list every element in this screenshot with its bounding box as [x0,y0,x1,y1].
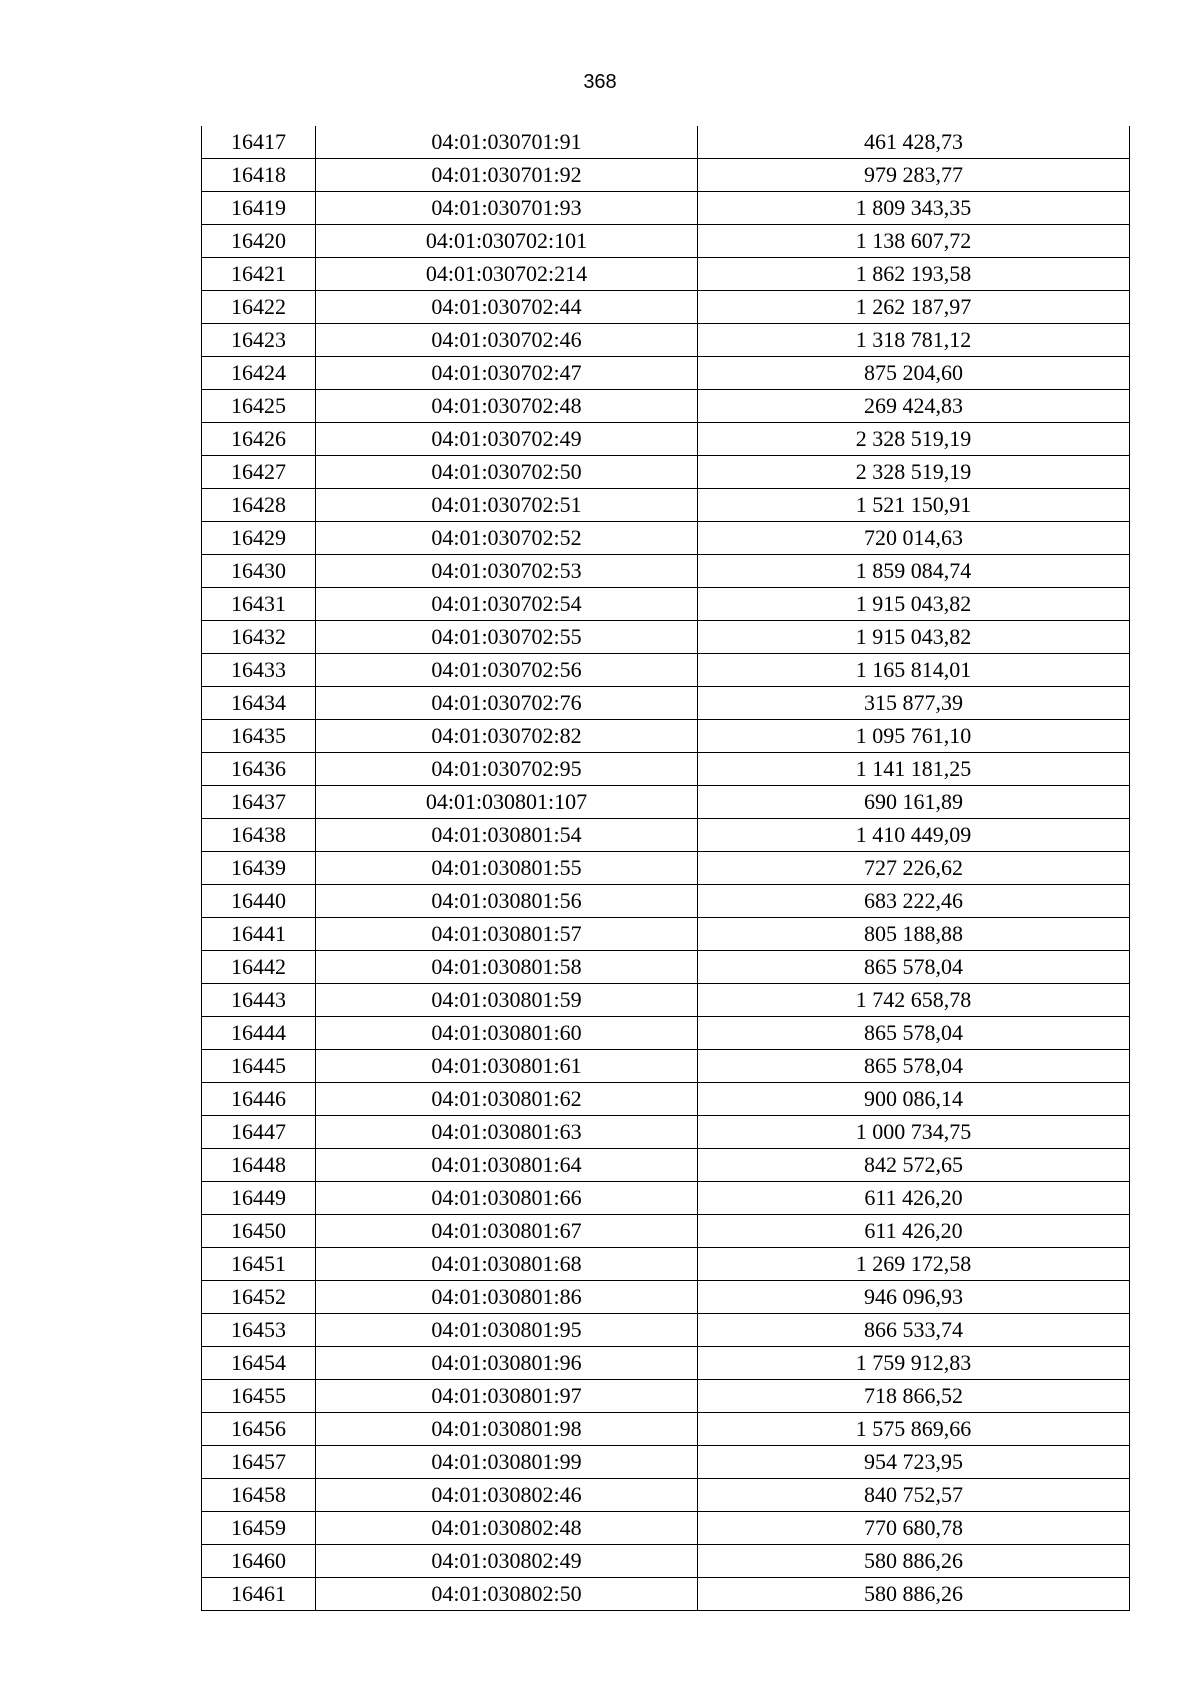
value-cell: 865 578,04 [698,951,1130,984]
cadastral-number-cell: 04:01:030801:61 [316,1050,698,1083]
row-number-cell: 16426 [202,423,316,456]
value-cell: 727 226,62 [698,852,1130,885]
table-row [202,753,1130,786]
value-cell: 1 521 150,91 [698,489,1130,522]
cadastral-number-cell: 04:01:030801:99 [316,1446,698,1479]
row-number-cell: 16451 [202,1248,316,1281]
row-number-cell: 16423 [202,324,316,357]
table-row [202,1116,1130,1149]
row-number-cell: 16457 [202,1446,316,1479]
value-cell: 718 866,52 [698,1380,1130,1413]
cadastral-number-cell: 04:01:030801:97 [316,1380,698,1413]
table-row [202,1050,1130,1083]
row-number-cell: 16453 [202,1314,316,1347]
cadastral-number-cell: 04:01:030702:101 [316,225,698,258]
row-number-cell: 16428 [202,489,316,522]
value-cell: 1 269 172,58 [698,1248,1130,1281]
registry-table-body [202,126,1130,1611]
value-cell: 1 915 043,82 [698,621,1130,654]
table-row [202,423,1130,456]
value-cell: 946 096,93 [698,1281,1130,1314]
row-number-cell: 16455 [202,1380,316,1413]
row-number-cell: 16441 [202,918,316,951]
cadastral-number-cell: 04:01:030801:66 [316,1182,698,1215]
table-row [202,1017,1130,1050]
cadastral-number-cell: 04:01:030801:68 [316,1248,698,1281]
table-row [202,819,1130,852]
row-number-cell: 16418 [202,159,316,192]
row-number-cell: 16456 [202,1413,316,1446]
cadastral-number-cell: 04:01:030801:86 [316,1281,698,1314]
table-row [202,126,1130,159]
cadastral-number-cell: 04:01:030801:98 [316,1413,698,1446]
cadastral-number-cell: 04:01:030702:53 [316,555,698,588]
row-number-cell: 16450 [202,1215,316,1248]
value-cell: 1 915 043,82 [698,588,1130,621]
table-row [202,918,1130,951]
row-number-cell: 16429 [202,522,316,555]
table-row [202,1083,1130,1116]
value-cell: 1 742 658,78 [698,984,1130,1017]
cadastral-number-cell: 04:01:030801:58 [316,951,698,984]
table-row [202,1347,1130,1380]
table-row [202,654,1130,687]
cadastral-number-cell: 04:01:030701:93 [316,192,698,225]
row-number-cell: 16449 [202,1182,316,1215]
value-cell: 1 410 449,09 [698,819,1130,852]
table-row [202,1380,1130,1413]
table-row [202,984,1130,1017]
cadastral-number-cell: 04:01:030702:48 [316,390,698,423]
cadastral-number-cell: 04:01:030801:57 [316,918,698,951]
value-cell: 1 575 869,66 [698,1413,1130,1446]
table-row [202,357,1130,390]
row-number-cell: 16417 [202,126,316,159]
row-number-cell: 16438 [202,819,316,852]
row-number-cell: 16445 [202,1050,316,1083]
table-row [202,687,1130,720]
cadastral-number-cell: 04:01:030702:50 [316,456,698,489]
value-cell: 690 161,89 [698,786,1130,819]
value-cell: 611 426,20 [698,1215,1130,1248]
table-row [202,852,1130,885]
row-number-cell: 16419 [202,192,316,225]
table-row [202,159,1130,192]
cadastral-number-cell: 04:01:030702:54 [316,588,698,621]
row-number-cell: 16442 [202,951,316,984]
cadastral-number-cell: 04:01:030801:60 [316,1017,698,1050]
value-cell: 840 752,57 [698,1479,1130,1512]
table-row [202,1248,1130,1281]
value-cell: 315 877,39 [698,687,1130,720]
row-number-cell: 16447 [202,1116,316,1149]
cadastral-number-cell: 04:01:030702:95 [316,753,698,786]
value-cell: 611 426,20 [698,1182,1130,1215]
row-number-cell: 16427 [202,456,316,489]
table-row [202,522,1130,555]
row-number-cell: 16446 [202,1083,316,1116]
row-number-cell: 16437 [202,786,316,819]
row-number-cell: 16443 [202,984,316,1017]
value-cell: 875 204,60 [698,357,1130,390]
value-cell: 1 141 181,25 [698,753,1130,786]
row-number-cell: 16422 [202,291,316,324]
table-row [202,1578,1130,1611]
cadastral-number-cell: 04:01:030801:59 [316,984,698,1017]
table-row [202,1545,1130,1578]
row-number-cell: 16458 [202,1479,316,1512]
row-number-cell: 16431 [202,588,316,621]
cadastral-number-cell: 04:01:030702:46 [316,324,698,357]
table-row [202,1314,1130,1347]
value-cell: 1 165 814,01 [698,654,1130,687]
cadastral-number-cell: 04:01:030702:214 [316,258,698,291]
value-cell: 866 533,74 [698,1314,1130,1347]
cadastral-number-cell: 04:01:030702:82 [316,720,698,753]
value-cell: 979 283,77 [698,159,1130,192]
value-cell: 865 578,04 [698,1017,1130,1050]
value-cell: 269 424,83 [698,390,1130,423]
cadastral-number-cell: 04:01:030802:50 [316,1578,698,1611]
row-number-cell: 16430 [202,555,316,588]
table-row [202,225,1130,258]
row-number-cell: 16459 [202,1512,316,1545]
row-number-cell: 16452 [202,1281,316,1314]
table-row [202,390,1130,423]
table-row [202,489,1130,522]
value-cell: 683 222,46 [698,885,1130,918]
value-cell: 1 862 193,58 [698,258,1130,291]
table-row [202,588,1130,621]
cadastral-number-cell: 04:01:030801:56 [316,885,698,918]
value-cell: 580 886,26 [698,1545,1130,1578]
row-number-cell: 16424 [202,357,316,390]
value-cell: 805 188,88 [698,918,1130,951]
value-cell: 2 328 519,19 [698,456,1130,489]
value-cell: 865 578,04 [698,1050,1130,1083]
cadastral-number-cell: 04:01:030801:63 [316,1116,698,1149]
cadastral-number-cell: 04:01:030802:46 [316,1479,698,1512]
registry-table [201,126,1130,1611]
table-row [202,621,1130,654]
cadastral-number-cell: 04:01:030701:92 [316,159,698,192]
cadastral-number-cell: 04:01:030801:67 [316,1215,698,1248]
row-number-cell: 16434 [202,687,316,720]
value-cell: 1 318 781,12 [698,324,1130,357]
row-number-cell: 16420 [202,225,316,258]
row-number-cell: 16440 [202,885,316,918]
row-number-cell: 16454 [202,1347,316,1380]
row-number-cell: 16439 [202,852,316,885]
table-row [202,1446,1130,1479]
row-number-cell: 16460 [202,1545,316,1578]
table-row [202,1215,1130,1248]
page-number: 368 [583,71,617,93]
table-row [202,885,1130,918]
row-number-cell: 16421 [202,258,316,291]
value-cell: 770 680,78 [698,1512,1130,1545]
value-cell: 1 262 187,97 [698,291,1130,324]
cadastral-number-cell: 04:01:030801:54 [316,819,698,852]
value-cell: 1 138 607,72 [698,225,1130,258]
value-cell: 720 014,63 [698,522,1130,555]
cadastral-number-cell: 04:01:030702:52 [316,522,698,555]
cadastral-number-cell: 04:01:030702:56 [316,654,698,687]
cadastral-number-cell: 04:01:030702:47 [316,357,698,390]
cadastral-number-cell: 04:01:030702:49 [316,423,698,456]
row-number-cell: 16444 [202,1017,316,1050]
cadastral-number-cell: 04:01:030702:55 [316,621,698,654]
cadastral-number-cell: 04:01:030801:55 [316,852,698,885]
table-row [202,1281,1130,1314]
cadastral-number-cell: 04:01:030702:44 [316,291,698,324]
value-cell: 1 000 734,75 [698,1116,1130,1149]
value-cell: 1 759 912,83 [698,1347,1130,1380]
registry-table-container [201,126,1130,1611]
table-row [202,951,1130,984]
cadastral-number-cell: 04:01:030802:48 [316,1512,698,1545]
table-row [202,1479,1130,1512]
value-cell: 954 723,95 [698,1446,1130,1479]
value-cell: 842 572,65 [698,1149,1130,1182]
value-cell: 580 886,26 [698,1578,1130,1611]
cadastral-number-cell: 04:01:030702:51 [316,489,698,522]
value-cell: 1 809 343,35 [698,192,1130,225]
row-number-cell: 16433 [202,654,316,687]
table-row [202,324,1130,357]
cadastral-number-cell: 04:01:030802:49 [316,1545,698,1578]
row-number-cell: 16435 [202,720,316,753]
value-cell: 1 095 761,10 [698,720,1130,753]
row-number-cell: 16436 [202,753,316,786]
cadastral-number-cell: 04:01:030801:95 [316,1314,698,1347]
table-row [202,720,1130,753]
table-row [202,1182,1130,1215]
value-cell: 1 859 084,74 [698,555,1130,588]
cadastral-number-cell: 04:01:030801:62 [316,1083,698,1116]
table-row [202,1149,1130,1182]
cadastral-number-cell: 04:01:030801:107 [316,786,698,819]
cadastral-number-cell: 04:01:030801:96 [316,1347,698,1380]
table-row [202,1413,1130,1446]
row-number-cell: 16432 [202,621,316,654]
table-row [202,1512,1130,1545]
table-row [202,291,1130,324]
row-number-cell: 16425 [202,390,316,423]
value-cell: 2 328 519,19 [698,423,1130,456]
table-row [202,258,1130,291]
row-number-cell: 16448 [202,1149,316,1182]
value-cell: 461 428,73 [698,126,1130,159]
cadastral-number-cell: 04:01:030702:76 [316,687,698,720]
table-row [202,786,1130,819]
cadastral-number-cell: 04:01:030701:91 [316,126,698,159]
cadastral-number-cell: 04:01:030801:64 [316,1149,698,1182]
table-row [202,555,1130,588]
table-row [202,192,1130,225]
value-cell: 900 086,14 [698,1083,1130,1116]
table-row [202,456,1130,489]
row-number-cell: 16461 [202,1578,316,1611]
